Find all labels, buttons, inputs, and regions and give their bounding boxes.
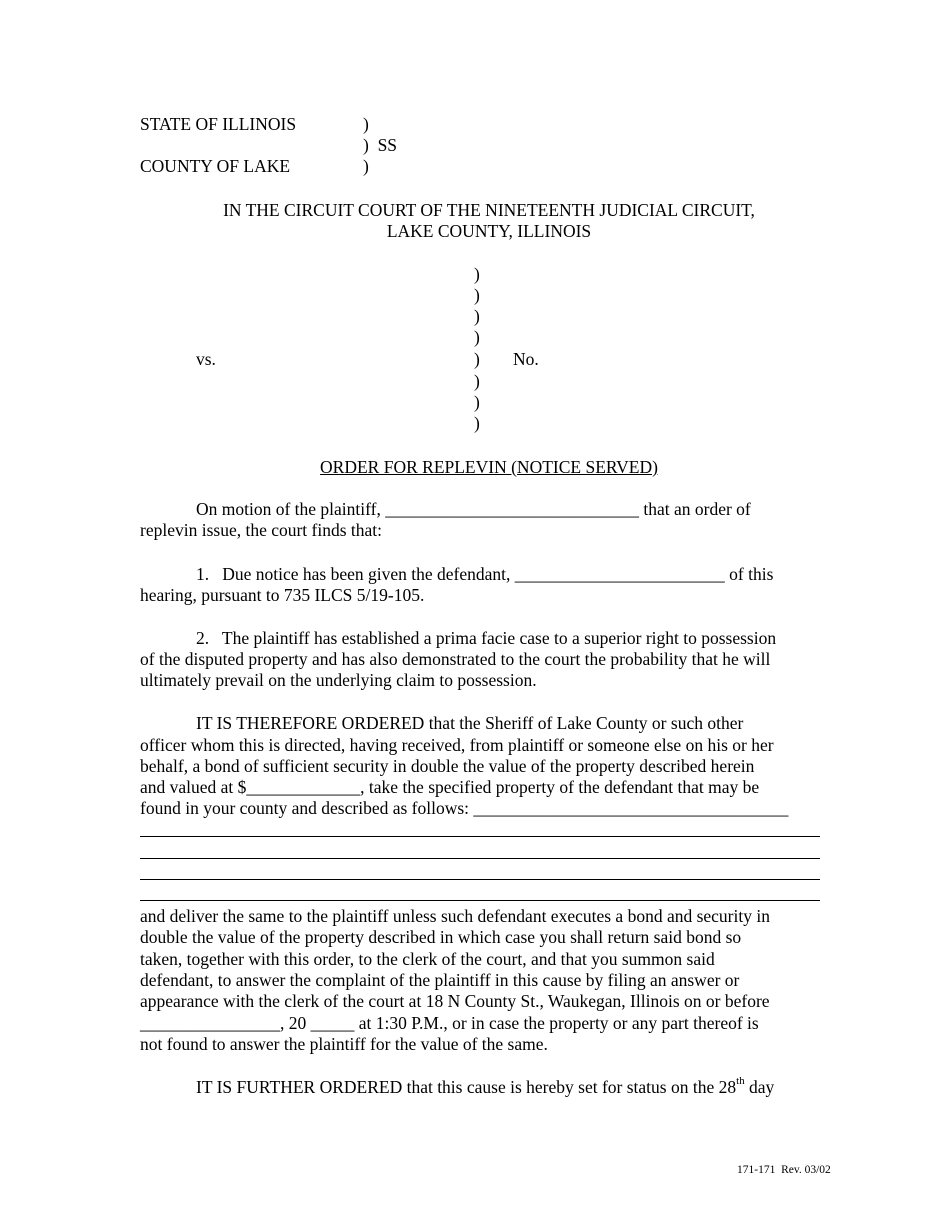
form-number: 171-171 Rev. 03/02 <box>737 1164 831 1176</box>
body-line: of the disputed property and has also demonstrated to the court the probability that he will <box>140 649 771 669</box>
blank-line <box>140 858 820 859</box>
body-line: and valued at $_____________, take the specified property of the defendant that may be <box>140 777 760 797</box>
body-line: double the value of the property described in which case you shall return said bond so <box>140 927 742 947</box>
case-number-label: No. <box>513 349 539 369</box>
body-line: and deliver the same to the plaintiff unless such defendant executes a bond and security in <box>140 906 770 926</box>
blank-line <box>140 836 820 837</box>
body-line: defendant, to answer the complaint of the plaintiff in this cause by filing an answer or <box>140 970 740 990</box>
body-line: behalf, a bond of sufficient security in double the value of the property described herein <box>140 756 755 776</box>
body-line <box>196 1077 774 1098</box>
body-line: 2. The plaintiff has established a prima facie case to a superior right to possession <box>196 628 777 648</box>
body-line: not found to answer the plaintiff for the value of the same. <box>140 1034 548 1054</box>
county-label: COUNTY OF LAKE <box>140 156 291 176</box>
body-line: ultimately prevail on the underlying claim to possession. <box>140 670 537 690</box>
body-line: appearance with the clerk of the court at 18 N County St., Waukegan, Illinois on or before <box>140 991 770 1011</box>
body-line: hearing, pursuant to 735 ILCS 5/19-105. <box>140 585 425 605</box>
case-paren: ) <box>474 392 480 412</box>
body-line: IT IS THEREFORE ORDERED that the Sheriff of Lake County or such other <box>196 713 744 733</box>
case-paren: ) <box>474 285 480 305</box>
case-paren: ) <box>474 264 480 284</box>
case-paren: ) <box>474 371 480 391</box>
blank-line <box>140 900 820 901</box>
caption-paren: ) <box>363 156 369 176</box>
blank-line <box>140 879 820 880</box>
ss-label: ) SS <box>363 135 398 155</box>
case-paren: ) <box>474 349 480 369</box>
body-line: 1. Due notice has been given the defendant, ________________________ of this <box>196 564 774 584</box>
case-paren: ) <box>474 306 480 326</box>
body-line: found in your county and described as follows: ____________________________________ <box>140 798 789 818</box>
further-ordered-end: day <box>744 1077 775 1097</box>
vs-label: vs. <box>196 349 216 369</box>
court-heading-line2: LAKE COUNTY, ILLINOIS <box>386 221 592 241</box>
ordinal-suffix: th <box>736 1075 745 1088</box>
body-line: ________________, 20 _____ at 1:30 P.M., or in case the property or any part thereof is <box>140 1013 759 1033</box>
order-title: ORDER FOR REPLEVIN (NOTICE SERVED) <box>320 457 658 477</box>
body-line: replevin issue, the court finds that: <box>140 520 383 540</box>
court-heading-line1: IN THE CIRCUIT COURT OF THE NINETEENTH JUDICIAL CIRCUIT, <box>223 200 755 220</box>
body-line: officer whom this is directed, having received, from plaintiff or someone else on his or her <box>140 735 774 755</box>
state-label: STATE OF ILLINOIS <box>140 114 297 134</box>
body-line: taken, together with this order, to the clerk of the court, and that you summon said <box>140 949 715 969</box>
case-paren: ) <box>474 327 480 347</box>
case-paren: ) <box>474 413 480 433</box>
body-line: On motion of the plaintiff, _____________________________ that an order of <box>196 499 751 519</box>
caption-paren: ) <box>363 114 369 134</box>
further-ordered-text: IT IS FURTHER ORDERED that this cause is hereby set for status on the 28 <box>196 1077 737 1097</box>
